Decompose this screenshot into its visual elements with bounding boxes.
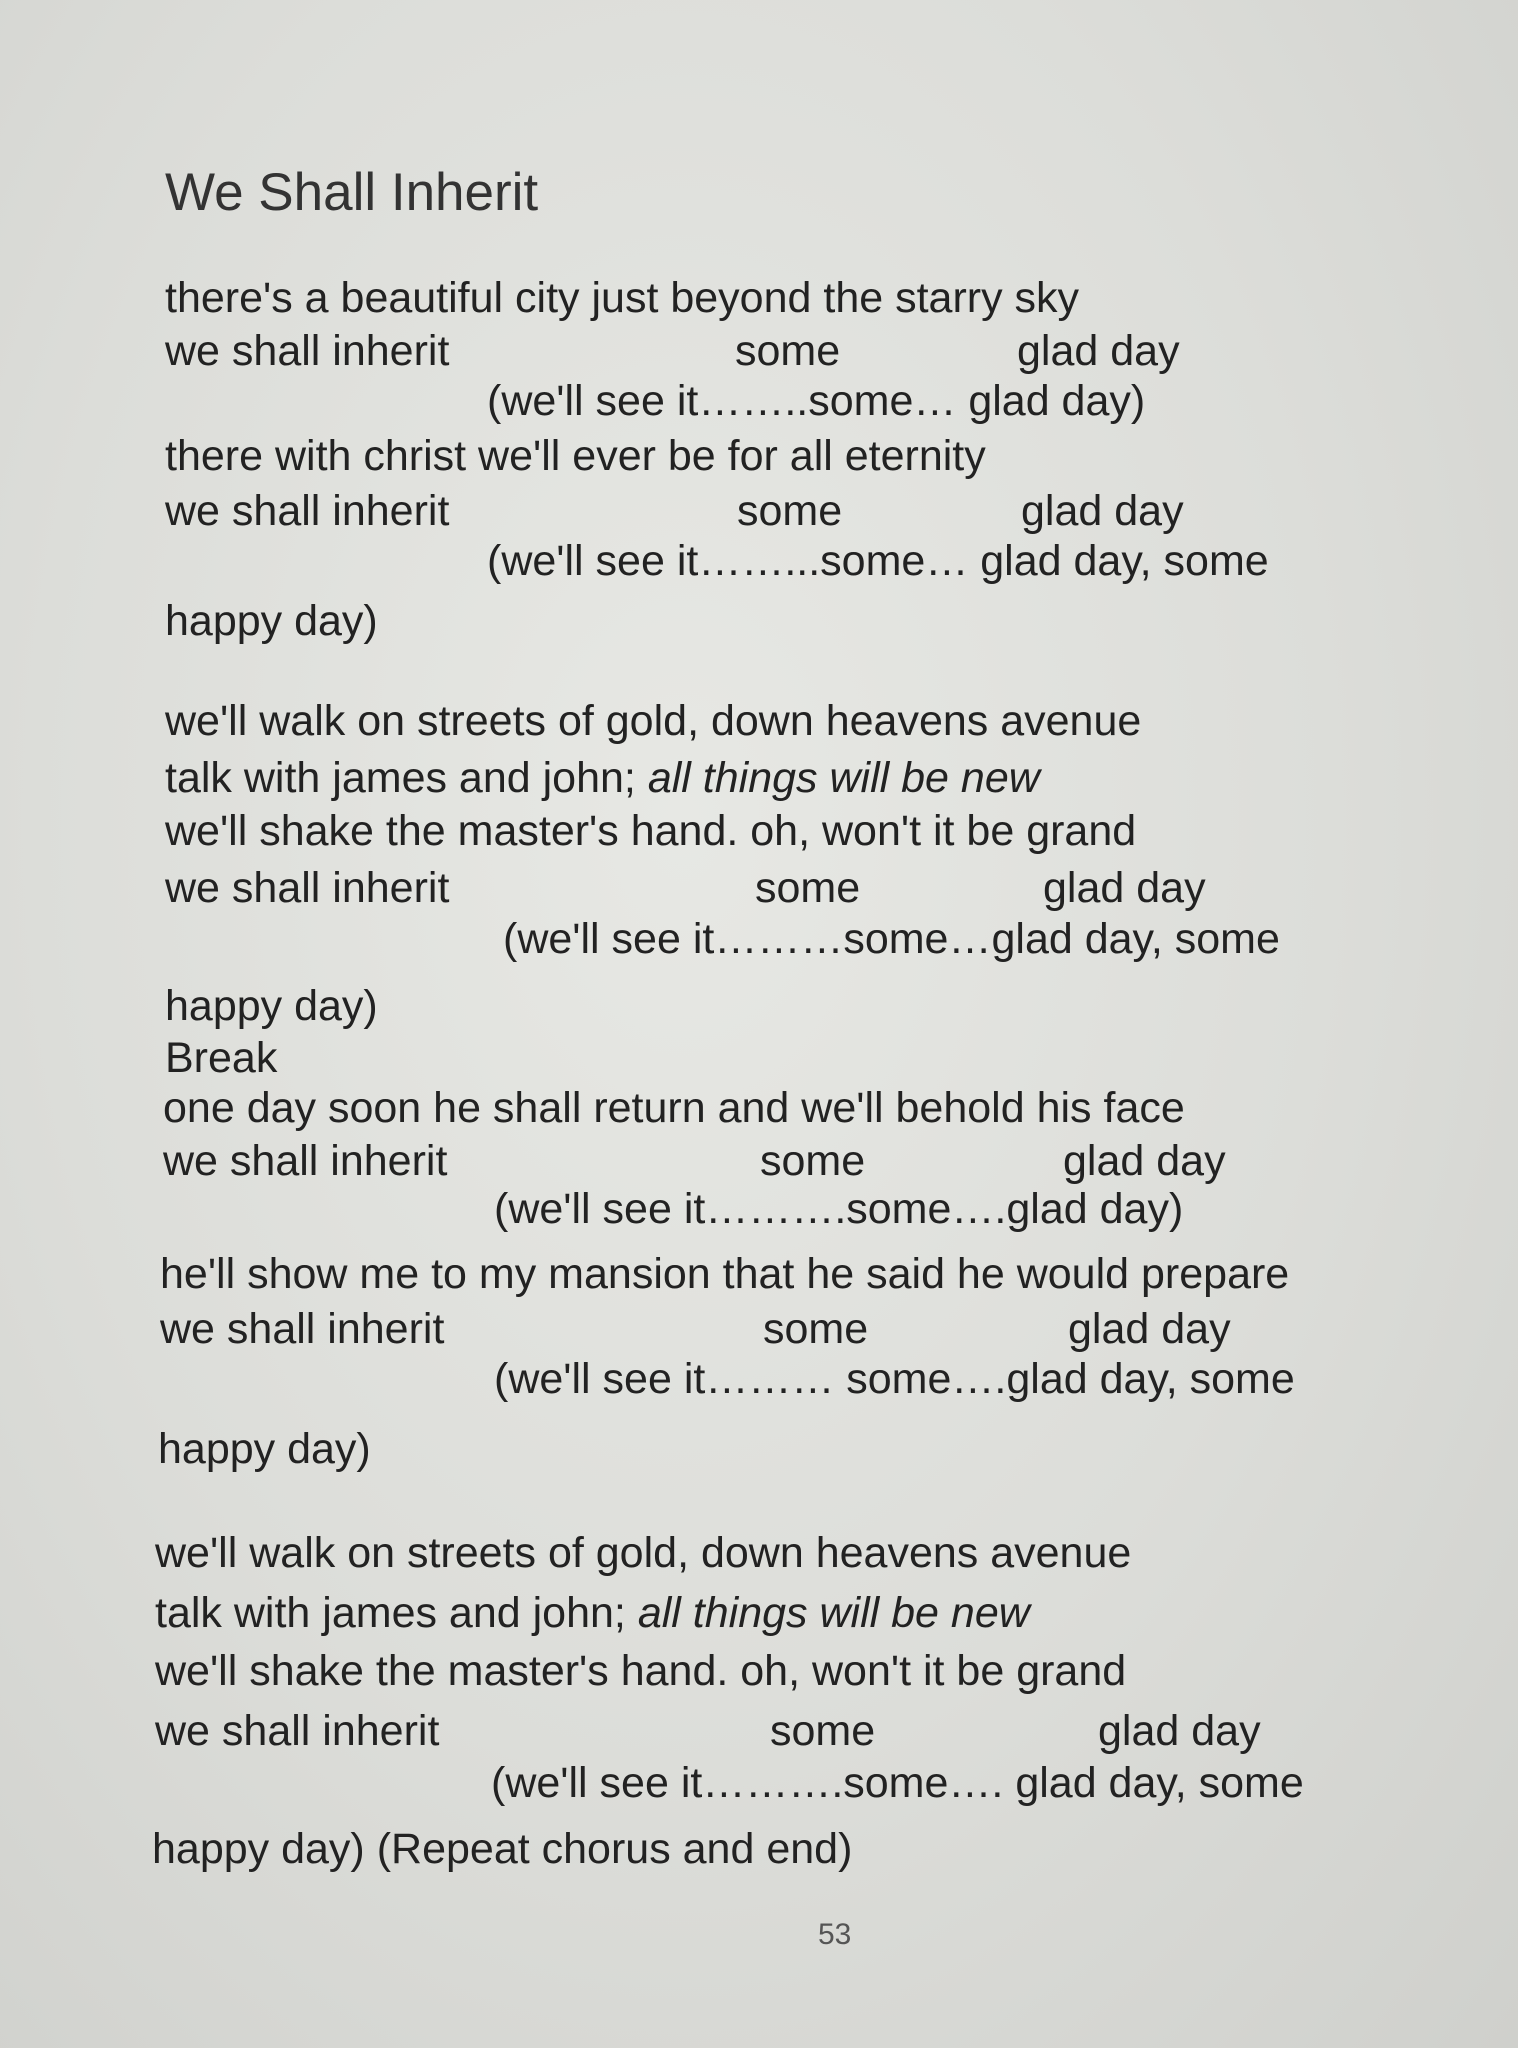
- lyric-segment-italic: all things will be new: [647, 754, 1040, 802]
- break-label: Break: [165, 1034, 278, 1082]
- lyric-line: he'll show me to my mansion that he said he would prepare: [160, 1250, 1290, 1298]
- lyric-segment: glad day: [1068, 1305, 1231, 1353]
- lyric-line: happy day): [158, 1425, 371, 1473]
- echo-line: (we'll see it……… some….glad day, some: [494, 1355, 1295, 1403]
- lyric-line: happy day): [165, 982, 378, 1030]
- lyric-segment: glad day: [1043, 864, 1206, 912]
- lyric-segment: some: [735, 327, 841, 375]
- lyric-segment: we shall inherit: [160, 1305, 445, 1353]
- lyric-line: we'll shake the master's hand. oh, won't it be grand: [165, 807, 1137, 855]
- lyric-line: we'll walk on streets of gold, down heavens avenue: [165, 697, 1142, 745]
- lyric-line: we'll shake the master's hand. oh, won't it be grand: [155, 1647, 1127, 1695]
- lyric-segment-italic: all things will be new: [637, 1589, 1030, 1637]
- echo-line: (we'll see it……….some….glad day): [494, 1185, 1184, 1233]
- lyric-segment: we shall inherit: [165, 864, 450, 912]
- lyric-segment: we shall inherit: [155, 1707, 440, 1755]
- echo-line: (we'll see it……..some… glad day): [487, 377, 1146, 425]
- lyric-segment: glad day: [1098, 1707, 1261, 1755]
- lyric-segment: we shall inherit: [163, 1137, 448, 1185]
- lyric-segment: some: [755, 864, 861, 912]
- page-number: 53: [818, 1918, 852, 1951]
- echo-line: (we'll see it……...some… glad day, some: [487, 537, 1269, 585]
- lyric-line: one day soon he shall return and we'll behold his face: [163, 1084, 1185, 1132]
- lyric-segment: talk with james and john;: [165, 754, 648, 802]
- lyric-line: there with christ we'll ever be for all eternity: [165, 432, 986, 480]
- lyric-segment: glad day: [1017, 327, 1180, 375]
- lyric-line: we'll walk on streets of gold, down heavens avenue: [155, 1529, 1132, 1577]
- lyric-line: there's a beautiful city just beyond the starry sky: [165, 274, 1080, 322]
- lyric-segment: we shall inherit: [165, 487, 450, 535]
- echo-line: (we'll see it………some…glad day, some: [503, 915, 1280, 963]
- lyric-line: [165, 754, 1040, 802]
- lyric-segment: some: [760, 1137, 866, 1185]
- lyric-segment: some: [763, 1305, 869, 1353]
- song-title: We Shall Inherit: [165, 163, 539, 222]
- lyric-line: happy day): [165, 597, 378, 645]
- echo-line: (we'll see it……….some…. glad day, some: [491, 1759, 1304, 1807]
- lyric-segment: talk with james and john;: [155, 1589, 638, 1637]
- lyric-segment: glad day: [1063, 1137, 1226, 1185]
- lyric-line: [155, 1589, 1030, 1637]
- lyric-segment: glad day: [1021, 487, 1184, 535]
- lyric-segment: we shall inherit: [165, 327, 450, 375]
- lyric-segment: some: [770, 1707, 876, 1755]
- lyric-segment: some: [737, 487, 843, 535]
- lyric-line: happy day) (Repeat chorus and end): [152, 1825, 853, 1873]
